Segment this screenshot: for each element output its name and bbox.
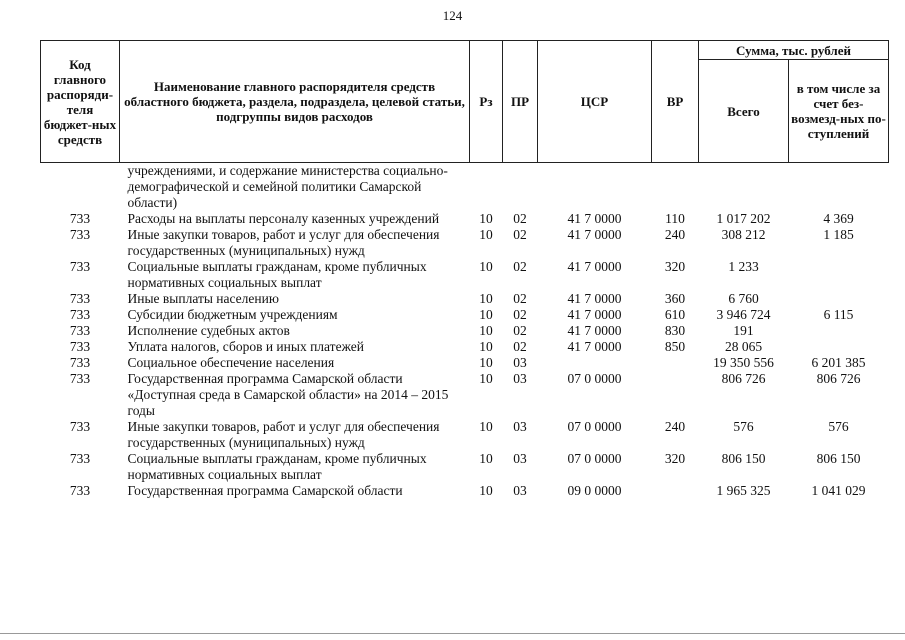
table-row bbox=[41, 259, 889, 291]
row-vr bbox=[652, 483, 699, 499]
row-code: 733 bbox=[69, 371, 91, 386]
table-body bbox=[41, 163, 889, 500]
header-sum: Сумма, тыс. рублей bbox=[699, 41, 889, 60]
row-free: 4 369 bbox=[823, 211, 854, 226]
row-code: 733 bbox=[69, 323, 91, 338]
row-name: Иные выплаты населению bbox=[127, 291, 279, 306]
table-row bbox=[41, 419, 889, 451]
row-code bbox=[41, 163, 120, 212]
row-code: 733 bbox=[69, 211, 91, 226]
header-csr: ЦСР bbox=[538, 41, 652, 163]
row-vr: 320 bbox=[664, 451, 686, 466]
row-rz: 10 bbox=[479, 419, 493, 434]
row-rz: 10 bbox=[479, 339, 493, 354]
row-csr: 41 7 0000 bbox=[567, 323, 622, 338]
row-pr: 03 bbox=[513, 355, 527, 370]
row-total bbox=[699, 163, 789, 212]
row-name: Исполнение судебных актов bbox=[127, 323, 290, 338]
table-row bbox=[41, 451, 889, 483]
header-free: в том числе за счет без-возмезд-ных по-ступлений bbox=[789, 60, 889, 163]
row-csr: 07 0 0000 bbox=[567, 371, 622, 386]
row-code: 733 bbox=[69, 339, 91, 354]
row-code: 733 bbox=[69, 307, 91, 322]
row-vr: 360 bbox=[664, 291, 686, 306]
row-free: 576 bbox=[828, 419, 849, 434]
row-pr: 03 bbox=[513, 451, 527, 466]
row-vr: 850 bbox=[664, 339, 686, 354]
row-rz: 10 bbox=[479, 211, 493, 226]
row-rz bbox=[470, 163, 503, 212]
row-code: 733 bbox=[69, 419, 91, 434]
row-csr: 41 7 0000 bbox=[567, 227, 622, 242]
header-pr: ПР bbox=[503, 41, 538, 163]
row-vr bbox=[652, 371, 699, 419]
row-vr: 610 bbox=[664, 307, 686, 322]
row-csr: 07 0 0000 bbox=[567, 451, 622, 466]
row-code: 733 bbox=[69, 291, 91, 306]
header-name: Наименование главного распорядителя средств областного бюджета, раздела, подраздела, целевой статьи, подгруппы видов расходов bbox=[120, 41, 470, 163]
header-rz: Рз bbox=[470, 41, 503, 163]
page-number: 124 bbox=[442, 8, 463, 23]
row-rz: 10 bbox=[479, 451, 493, 466]
row-total: 19 350 556 bbox=[713, 355, 774, 370]
row-code: 733 bbox=[69, 355, 91, 370]
row-total: 1 233 bbox=[728, 259, 759, 274]
table-row bbox=[41, 211, 889, 227]
row-pr: 02 bbox=[513, 259, 527, 274]
row-pr: 02 bbox=[513, 307, 527, 322]
page-bottom-rule bbox=[0, 633, 905, 634]
row-pr: 03 bbox=[513, 483, 527, 498]
row-total: 191 bbox=[733, 323, 754, 338]
row-rz: 10 bbox=[479, 227, 493, 242]
row-free bbox=[789, 323, 889, 339]
table-row bbox=[41, 339, 889, 355]
row-name: Государственная программа Самарской области bbox=[127, 483, 403, 498]
table-header bbox=[41, 41, 889, 163]
row-total: 1 017 202 bbox=[716, 211, 771, 226]
header-total: Всего bbox=[699, 60, 789, 163]
row-name: Социальное обеспечение населения bbox=[127, 355, 335, 370]
row-code: 733 bbox=[69, 259, 91, 274]
row-rz: 10 bbox=[479, 259, 493, 274]
row-name: Уплата налогов, сборов и иных платежей bbox=[127, 339, 364, 354]
row-rz: 10 bbox=[479, 483, 493, 498]
row-total: 28 065 bbox=[724, 339, 763, 354]
row-vr: 110 bbox=[665, 211, 685, 226]
table-row bbox=[41, 371, 889, 419]
row-csr: 07 0 0000 bbox=[567, 419, 622, 434]
row-pr bbox=[503, 163, 538, 212]
row-name: Государственная программа Самарской области «Доступная среда в Самарской области» на 2014 – 2015 годы bbox=[127, 371, 449, 418]
row-csr bbox=[538, 355, 652, 371]
row-free: 6 115 bbox=[823, 307, 854, 322]
row-free: 1 185 bbox=[823, 227, 854, 242]
row-free: 806 726 bbox=[816, 371, 861, 386]
row-rz: 10 bbox=[479, 291, 493, 306]
row-free bbox=[789, 163, 889, 212]
table-row bbox=[41, 307, 889, 323]
row-vr: 240 bbox=[664, 227, 686, 242]
row-vr: 240 bbox=[664, 419, 686, 434]
row-rz: 10 bbox=[479, 371, 493, 386]
row-pr: 02 bbox=[513, 291, 527, 306]
row-csr: 41 7 0000 bbox=[567, 291, 622, 306]
row-csr: 41 7 0000 bbox=[567, 339, 622, 354]
row-free: 1 041 029 bbox=[811, 483, 866, 498]
table-row bbox=[41, 355, 889, 371]
row-pr: 03 bbox=[513, 419, 527, 434]
row-code: 733 bbox=[69, 451, 91, 466]
row-pr: 02 bbox=[513, 227, 527, 242]
row-name: Социальные выплаты гражданам, кроме публичных нормативных социальных выплат bbox=[127, 259, 427, 290]
row-rz: 10 bbox=[479, 323, 493, 338]
header-vr: ВР bbox=[652, 41, 699, 163]
row-csr bbox=[538, 163, 652, 212]
row-total: 3 946 724 bbox=[716, 307, 771, 322]
row-vr bbox=[652, 163, 699, 212]
row-name: Субсидии бюджетным учреждениям bbox=[127, 307, 338, 322]
row-pr: 03 bbox=[513, 371, 527, 386]
table-row bbox=[41, 163, 889, 212]
row-name: Социальные выплаты гражданам, кроме публичных нормативных социальных выплат bbox=[127, 451, 427, 482]
header-code: Код главного распоряди-теля бюджет-ных средств bbox=[41, 41, 120, 163]
row-total: 6 760 bbox=[728, 291, 759, 306]
row-name: учреждениями, и содержание министерства социально-демографической и семейной политики Самарской области) bbox=[127, 163, 448, 210]
budget-table bbox=[40, 40, 889, 499]
row-total: 806 150 bbox=[721, 451, 766, 466]
row-free: 6 201 385 bbox=[811, 355, 866, 370]
row-pr: 02 bbox=[513, 339, 527, 354]
row-vr: 830 bbox=[664, 323, 686, 338]
row-csr: 41 7 0000 bbox=[567, 259, 622, 274]
row-name: Иные закупки товаров, работ и услуг для обеспечения государственных (муниципальных) нужд bbox=[127, 419, 440, 450]
row-free bbox=[789, 259, 889, 291]
table-row bbox=[41, 227, 889, 259]
row-name: Иные закупки товаров, работ и услуг для обеспечения государственных (муниципальных) нужд bbox=[127, 227, 440, 258]
row-rz: 10 bbox=[479, 307, 493, 322]
row-pr: 02 bbox=[513, 323, 527, 338]
row-code: 733 bbox=[69, 483, 91, 498]
row-vr: 320 bbox=[664, 259, 686, 274]
row-total: 576 bbox=[733, 419, 754, 434]
row-free bbox=[789, 339, 889, 355]
table-row bbox=[41, 291, 889, 307]
row-csr: 41 7 0000 bbox=[567, 307, 622, 322]
table-row bbox=[41, 323, 889, 339]
row-csr: 09 0 0000 bbox=[567, 483, 622, 498]
row-total: 806 726 bbox=[721, 371, 766, 386]
row-vr bbox=[652, 355, 699, 371]
row-code: 733 bbox=[69, 227, 91, 242]
row-rz: 10 bbox=[479, 355, 493, 370]
row-total: 1 965 325 bbox=[716, 483, 771, 498]
row-name: Расходы на выплаты персоналу казенных учреждений bbox=[127, 211, 440, 226]
row-total: 308 212 bbox=[721, 227, 766, 242]
table-row bbox=[41, 483, 889, 499]
row-csr: 41 7 0000 bbox=[567, 211, 622, 226]
row-free bbox=[789, 291, 889, 307]
row-pr: 02 bbox=[513, 211, 527, 226]
row-free: 806 150 bbox=[816, 451, 861, 466]
